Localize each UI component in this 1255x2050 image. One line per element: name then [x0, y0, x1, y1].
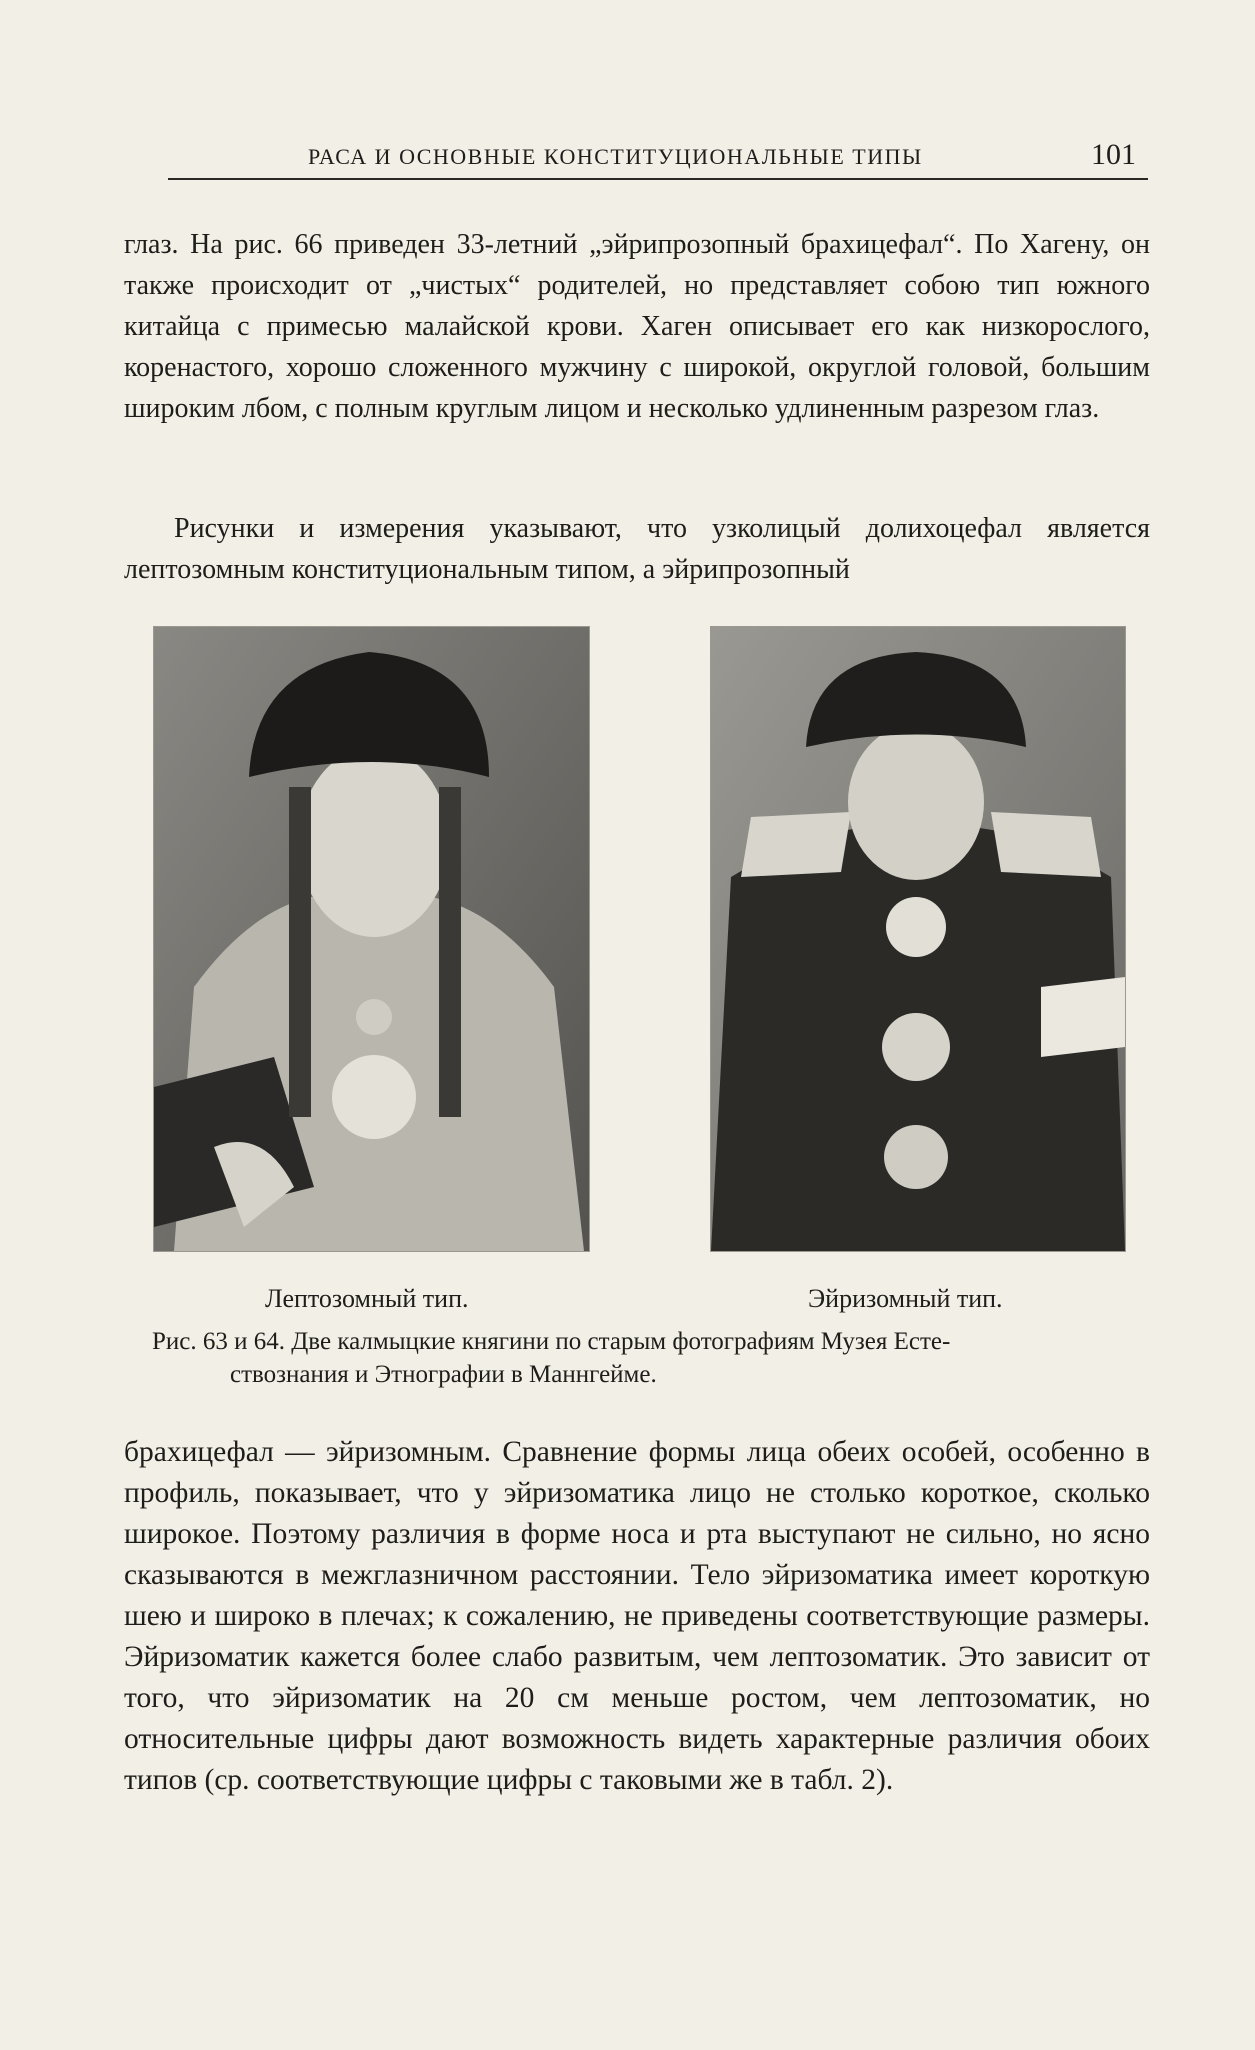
portrait-left-image: [154, 627, 589, 1251]
photo-eurysomic-princess: [710, 626, 1126, 1252]
caption-leptosomic-type: Лептозомный тип.: [265, 1284, 469, 1313]
figure-caption-line-1: Рис. 63 и 64. Две калмыцкие княгини по старым фотографиям Музея Есте-: [152, 1328, 951, 1355]
paragraph-3: брахицефал — эйризомным. Сравнение формы лица обеих особей, особенно в профиль, показывает, что у эйризоматика лицо не столько короткое, сколько широкое. Поэтому различия в форме носа и рта выступают не сильно, но ясно сказываются в межглазничном расстоянии. Тело эйризоматика имеет короткую шею и широко в плечах; к сожалению, не приведены соответствующие размеры. Эйризоматик кажется более слабо развитым, чем лептозоматик. Это зависит от того, что эйризоматик на 20 см меньше ростом, чем лептозоматик, но относительные цифры дают возможность видеть характерные различия обоих типов (ср. соответствующие цифры с таковыми же в табл. 2).: [124, 1436, 1150, 1796]
paragraph-2: Рисунки и измерения указывают, что узколицый долихоцефал является лептозомным конституциональным типом, а эйрипрозопный: [124, 513, 1150, 585]
figure-caption: [152, 1325, 1142, 1391]
figure-caption-line-2: ствознания и Этнографии в Маннгейме.: [230, 1361, 657, 1388]
caption-eurysomic-type: Эйризомный тип.: [808, 1284, 1003, 1313]
paragraph-1: глаз. На рис. 66 приведен 33-летний „эйрипрозопный брахицефал“. По Хагену, он также происходит от „чистых“ родителей, но представляет собою тип южного китайца с примесью малайской крови. Хаген описывает его как низкорослого, коренастого, хорошо сложенного мужчину с широкой, округлой головой, большим широким лбом, с полным круглым лицом и несколько удлиненным разрезом глаз.: [124, 229, 1150, 424]
page-number: 101: [1091, 138, 1136, 171]
running-header: [168, 138, 1148, 180]
header-title: РАСА И ОСНОВНЫЕ КОНСТИТУЦИОНАЛЬНЫЕ ТИПЫ: [308, 144, 923, 169]
portrait-right-image: [711, 627, 1125, 1251]
photo-leptosomic-princess: [153, 626, 590, 1252]
